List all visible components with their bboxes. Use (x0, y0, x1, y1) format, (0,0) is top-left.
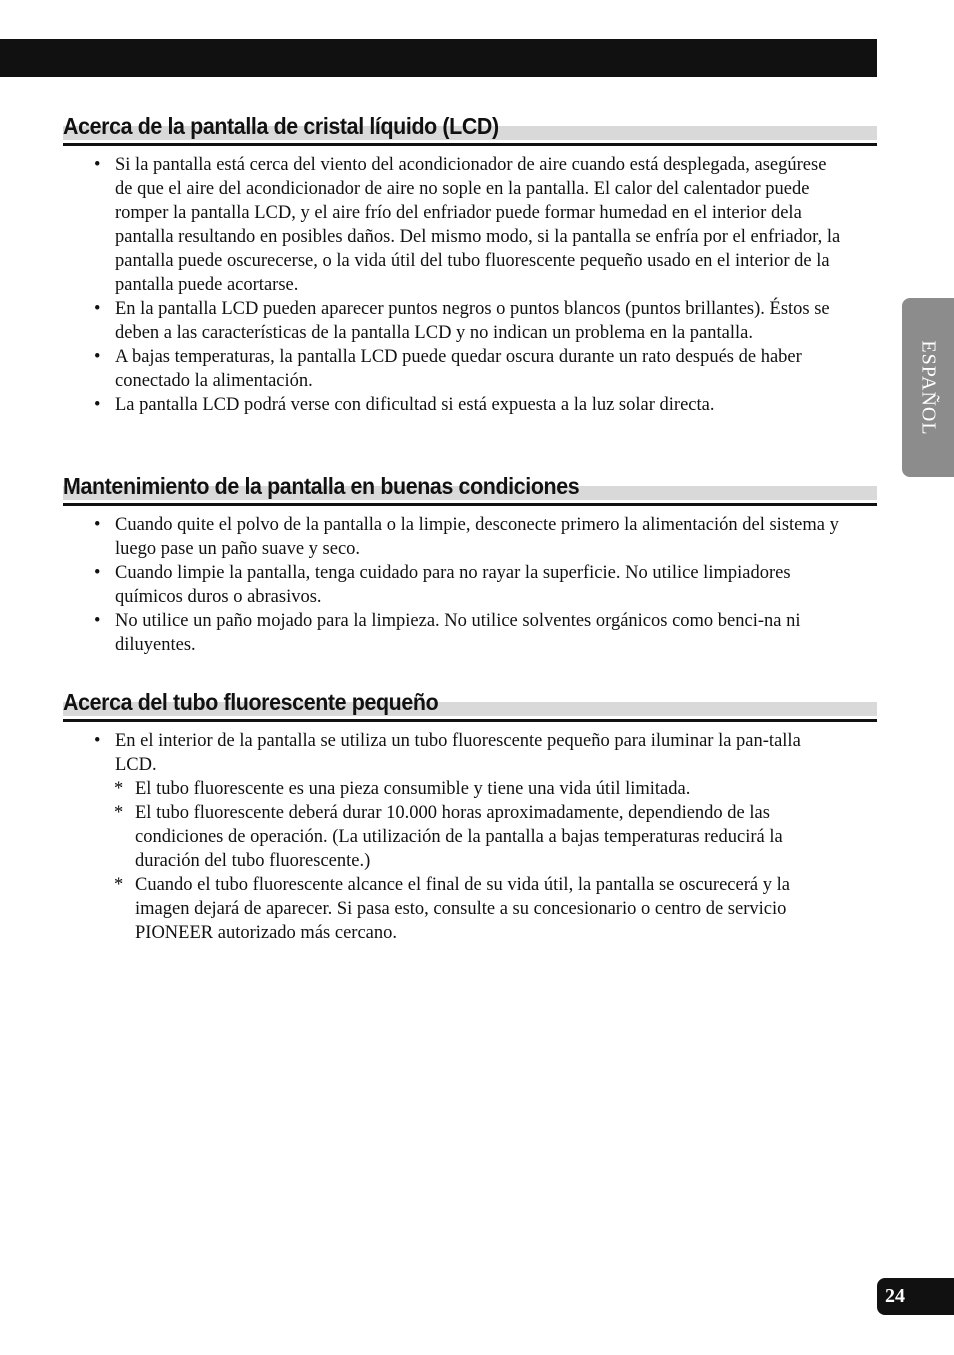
heading-rule (63, 503, 877, 506)
section-lcd (63, 112, 877, 417)
bullet-icon: • (94, 155, 101, 175)
list-item-text: A bajas temperaturas, la pantalla LCD puede quedar oscura durante un rato después de haber conectado la alimentación. (115, 347, 802, 391)
list-item (63, 393, 877, 417)
section-fluorescent-tube (63, 688, 877, 945)
section-heading-fluorescent-tube (63, 688, 877, 722)
note-list (63, 777, 877, 945)
note-item (63, 777, 877, 801)
list-item (63, 729, 877, 777)
list-item-text: En la pantalla LCD pueden aparecer puntos negros o puntos blancos (puntos brillantes). Éstos se deben a las características de la pantalla LCD y no indican un problema en la pantalla. (115, 299, 830, 343)
bullet-icon: • (94, 347, 101, 367)
asterisk-icon: * (114, 875, 124, 895)
bullet-list (63, 153, 877, 417)
bullet-icon: • (94, 515, 101, 535)
note-item (63, 873, 877, 945)
list-item (63, 561, 877, 609)
section-heading-lcd (63, 112, 877, 146)
bullet-icon: • (94, 731, 101, 751)
note-text: El tubo fluorescente es una pieza consumible y tiene una vida útil limitada. (135, 779, 691, 799)
list-item-text: No utilice un paño mojado para la limpieza. No utilice solventes orgánicos como benci-na ni diluyentes. (115, 611, 801, 655)
asterisk-icon: * (114, 803, 124, 823)
language-label: ESPAÑOL (917, 340, 940, 436)
list-item-text: Si la pantalla está cerca del viento del acondicionador de aire cuando está desplegada, asegúrese de que el aire del acondicionador de aire no sople en la pantalla. El calor del calentador puede romper la pantalla LCD, y el aire frío del enfriador puede formar humedad en el interior dela pantalla resultando en posibles daños. Del mismo modo, si la pantalla se enfría por el enfriador, la pantalla puede oscurecerse, o la vida útil del tubo fluorescente pequeño usado en el interior de la pantalla puede acortarse. (115, 155, 841, 295)
list-item (63, 513, 877, 561)
heading-rule (63, 719, 877, 722)
section-title: Acerca de la pantalla de cristal líquido (LCD) (63, 113, 499, 139)
list-item (63, 153, 877, 297)
list-item-text: Cuando limpie la pantalla, tenga cuidado para no rayar la superficie. No utilice limpiadores químicos duros o abrasivos. (115, 563, 791, 607)
list-item (63, 609, 877, 657)
page-number-tab (877, 1278, 954, 1315)
section-heading-maintenance (63, 472, 877, 506)
header-bar (0, 39, 877, 77)
bullet-icon: • (94, 563, 101, 583)
note-text: Cuando el tubo fluorescente alcance el final de su vida útil, la pantalla se oscurecerá y la imagen dejará de aparecer. Si pasa esto, consulte a su concesionario o centro de servicio PIONEER autorizado más cercano. (135, 875, 790, 943)
bullet-list (63, 513, 877, 657)
asterisk-icon: * (114, 779, 124, 799)
list-item (63, 297, 877, 345)
list-item-text: En el interior de la pantalla se utiliza un tubo fluorescente pequeño para iluminar la pan-talla LCD. (115, 731, 801, 775)
language-tab (902, 298, 954, 477)
list-item (63, 345, 877, 393)
bullet-icon: • (94, 395, 101, 415)
section-title: Mantenimiento de la pantalla en buenas condiciones (63, 473, 580, 499)
heading-rule (63, 143, 877, 146)
list-item-text: Cuando quite el polvo de la pantalla o la limpie, desconecte primero la alimentación del sistema y luego pase un paño suave y seco. (115, 515, 839, 559)
note-text: El tubo fluorescente deberá durar 10.000 horas aproximadamente, dependiendo de las condiciones de operación. (La utilización de la pantalla a bajas temperaturas reducirá la duración del tubo fluorescente.) (135, 803, 783, 871)
bullet-icon: • (94, 611, 101, 631)
section-maintenance (63, 472, 877, 657)
page-number: 24 (885, 1285, 905, 1307)
bullet-icon: • (94, 299, 101, 319)
note-item (63, 801, 877, 873)
list-item-text: La pantalla LCD podrá verse con dificultad si está expuesta a la luz solar directa. (115, 395, 715, 415)
section-title: Acerca del tubo fluorescente pequeño (63, 689, 439, 715)
bullet-list (63, 729, 877, 777)
